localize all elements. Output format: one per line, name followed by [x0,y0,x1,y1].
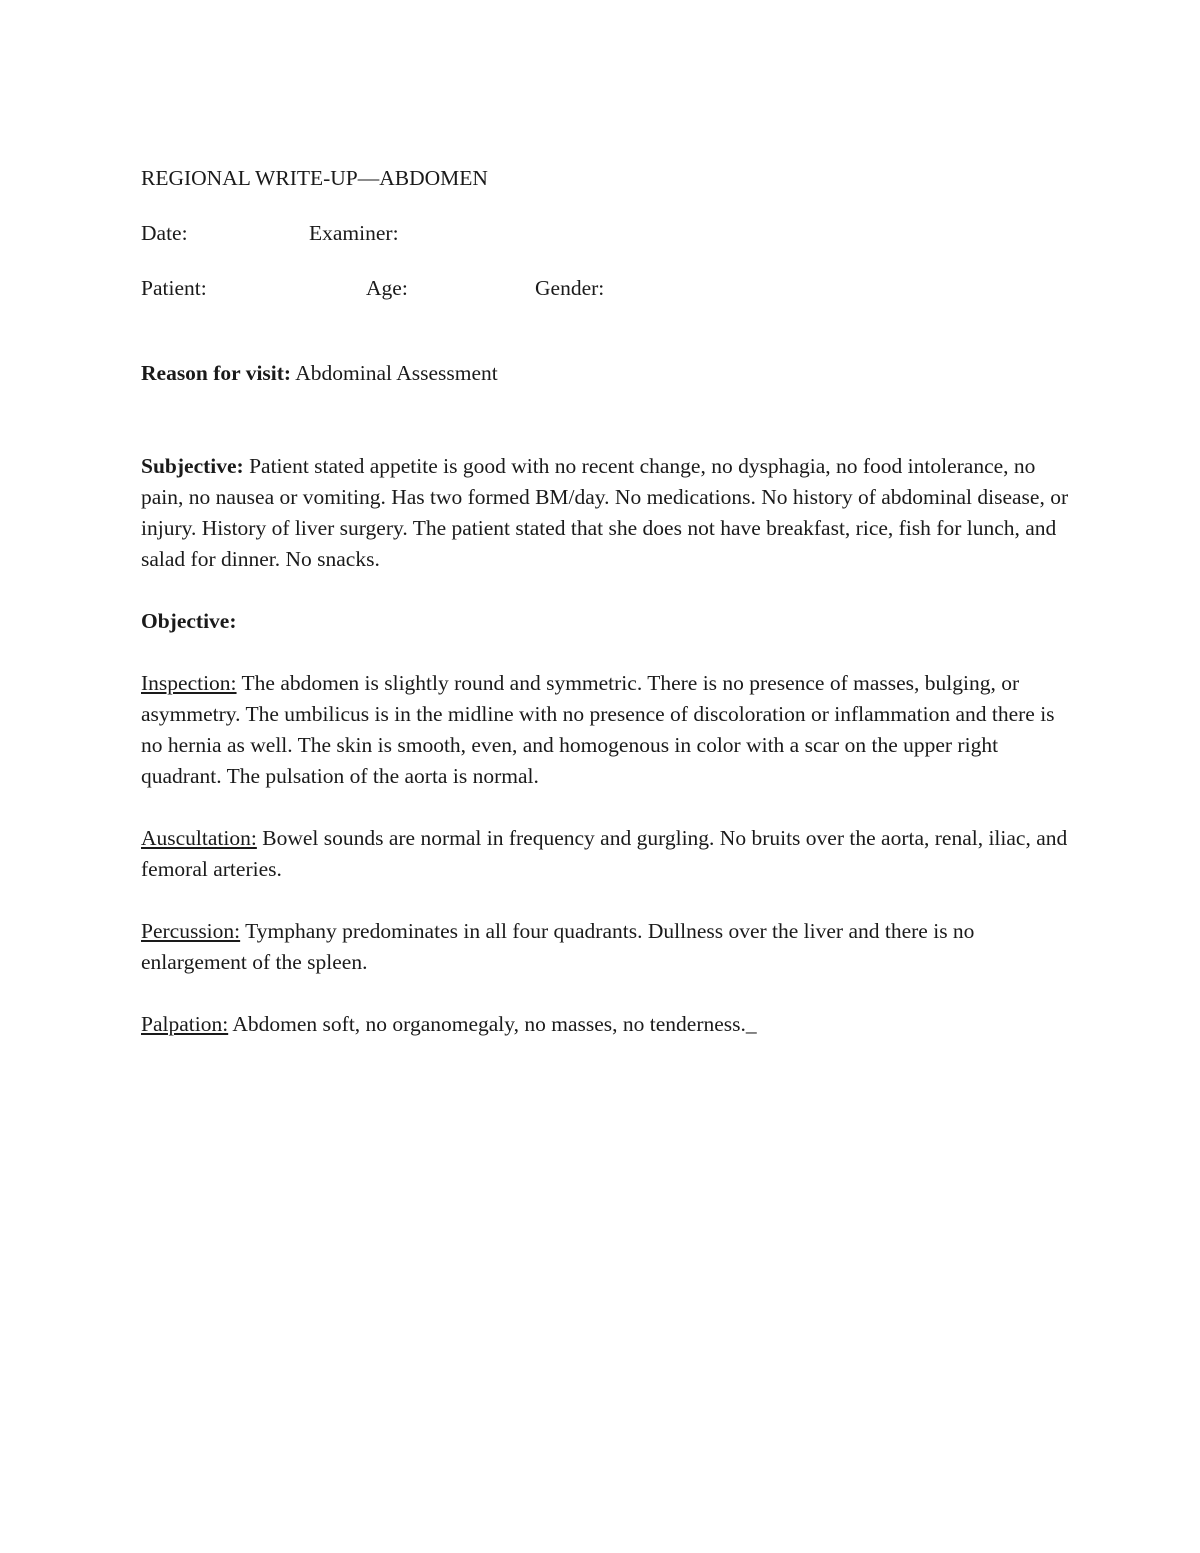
palpation-label: Palpation: [141,1012,229,1036]
gender-label: Gender: [535,276,605,300]
reason-for-visit [141,358,1071,389]
inspection-label: Inspection: [141,671,237,695]
patient-age-gender-row [141,273,1071,304]
percussion-label: Percussion: [141,919,241,943]
patient-label: Patient: [141,276,207,300]
auscultation-text: Bowel sounds are normal in frequency and gurgling. No bruits over the aorta, renal, iliac, and femoral arteries. [141,826,1068,881]
percussion-section [141,916,1071,978]
inspection-section [141,668,1071,792]
reason-label: Reason for visit: [141,361,292,385]
objective-heading [141,606,1071,637]
subjective-text: Patient stated appetite is good with no recent change, no dysphagia, no food intolerance, no pain, no nausea or vomiting. Has two formed BM/day. No medications. No history of abdominal disease, or injury. History of liver surgery. The patient stated that she does not have breakfast, rice, fish for lunch, and salad for dinner. No snacks. [141,454,1069,571]
examiner-label: Examiner: [309,221,399,245]
auscultation-section [141,823,1071,885]
percussion-text: Tymphany predominates in all four quadrants. Dullness over the liver and there is no enlargement of the spleen. [141,919,975,974]
age-label: Age: [366,276,408,300]
inspection-text: The abdomen is slightly round and symmetric. There is no presence of masses, bulging, or asymmetry. The umbilicus is in the midline with no presence of discoloration or inflammation and there is no hernia as well. The skin is smooth, even, and homogenous in color with a scar on the upper right quadrant. The pulsation of the aorta is normal. [141,671,1055,788]
subjective-section [141,451,1071,575]
reason-text: Abdominal Assessment [291,361,498,385]
objective-label: Objective: [141,609,237,633]
document-body [141,163,1071,1040]
palpation-text: Abdomen soft, no organomegaly, no masses, no tenderness._ [228,1012,757,1036]
subjective-label: Subjective: [141,454,244,478]
date-examiner-row [141,218,1071,249]
palpation-section [141,1009,1071,1040]
auscultation-label: Auscultation: [141,826,257,850]
document-title: REGIONAL WRITE-UP—ABDOMEN [141,166,488,190]
date-label: Date: [141,221,188,245]
